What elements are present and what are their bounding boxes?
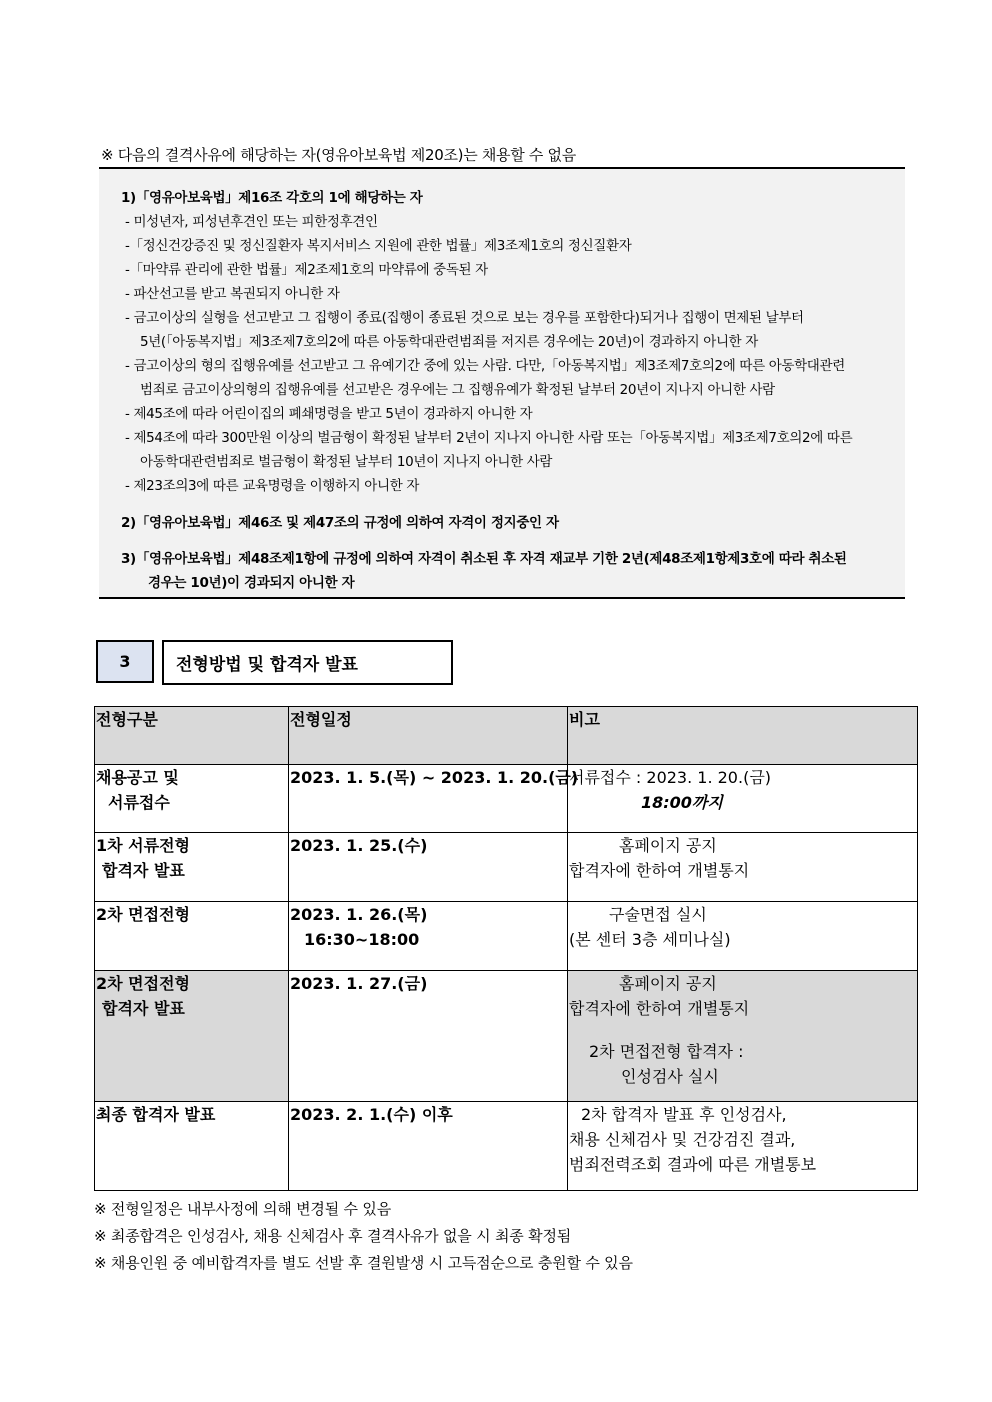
clause-1-heading: 1)「영유아보육법」제16조 각호의 1에 해당하는 자 [121,190,423,206]
table-header-row [95,707,918,765]
note-text: 범죄전력조회 결과에 따른 개별통보 [569,1155,817,1174]
note-text: 홈페이지 공지 [619,974,717,993]
clause-2-heading: 2)「영유아보육법」제46조 및 제47조의 규정에 의하여 자격이 정지중인 자 [121,515,559,531]
date-text: 16:30~18:00 [304,930,420,949]
note-text: 합격자에 한하여 개별통지 [569,861,750,880]
clause-item-continued: 범죄로 금고이상의형의 집행유예를 선고받은 경우에는 그 집행유예가 확정된 날부터 20년이 지나지 아니한 사람 [140,382,775,398]
date-cell [289,765,579,833]
note-cell [568,765,918,833]
stage-cell [95,971,289,1102]
stage-cell [95,902,289,971]
header-cell: 비고 [568,707,918,765]
clause-item-continued: 아동학대관련범죄로 벌금형이 확정된 날부터 10년이 지나지 아니한 사람 [140,454,553,470]
note-text: 합격자에 한하여 개별통지 [569,999,750,1018]
stage-text: 2차 면접전형 [96,905,190,924]
clause-item: -「정신건강증진 및 정신질환자 복지서비스 지원에 관한 법률」제3조제1호의 정신질환자 [125,238,632,254]
clause-item: - 제54조에 따라 300만원 이상의 벌금형이 확정된 날부터 2년이 지나지 아니한 사람 또는「아동복지법」제3조제7호의2에 따른 [125,430,853,446]
clause-3-heading: 3)「영유아보육법」제48조제1항에 규정에 의하여 자격이 취소된 후 자격 재교부 기한 2년(제48조제1항제3호에 따라 취소된 [121,551,847,567]
clause-item: - 미성년자, 피성년후견인 또는 피한정후견인 [125,214,378,230]
date-text: 2023. 1. 26.(목) [290,905,428,924]
footnote: ※ 전형일정은 내부사정에 의해 변경될 수 있음 [94,1200,391,1218]
stage-text: 합격자 발표 [102,999,185,1018]
stage-text: 서류접수 [108,793,170,812]
date-cell [289,1102,568,1191]
table-row [95,902,918,971]
note-text: 서류접수 : 2023. 1. 20.(금) [569,768,772,787]
section-title: 전형방법 및 합격자 발표 [162,640,453,685]
table-row [95,765,918,833]
clause-item: - 금고이상의 형의 집행유예를 선고받고 그 유예기간 중에 있는 사람. 다만,「아동복지법」제3조제7호의2에 따른 아동학대관련 [125,358,845,374]
note-text: 구술면접 실시 [609,905,707,924]
stage-text: 최종 합격자 발표 [96,1105,216,1124]
note-text: 2차 면접전형 합격자 : [589,1042,744,1061]
clause-item-continued: 5년(「아동복지법」제3조제7호의2에 따른 아동학대관련범죄를 저지른 경우에는 20년)이 경과하지 아니한 자 [140,334,758,350]
header-cell: 전형구분 [95,707,289,765]
note-text: 18:00까지 [641,793,723,812]
date-text: 2023. 1. 27.(금) [290,974,428,993]
table-row [95,971,918,1102]
clause-item: - 제45조에 따라 어린이집의 폐쇄명령을 받고 5년이 경과하지 아니한 자 [125,406,533,422]
footnote: ※ 채용인원 중 예비합격자를 별도 선발 후 결원발생 시 고득점순으로 충원할 수 있음 [94,1254,633,1272]
stage-text: 1차 서류전형 [96,836,190,855]
note-cell [568,1102,918,1191]
date-cell [289,971,568,1102]
table-row [95,833,918,902]
footnote: ※ 최종합격은 인성검사, 채용 신체검사 후 결격사유가 없을 시 최종 확정됨 [94,1227,572,1245]
schedule-table [94,706,918,1191]
clause-item: -「마약류 관리에 관한 법률」제2조제1호의 마약류에 중독된 자 [125,262,488,278]
note-cell [568,902,918,971]
header-cell: 전형일정 [289,707,568,765]
date-text: 2023. 1. 25.(수) [290,836,428,855]
note-text: 홈페이지 공지 [619,836,717,855]
note-text: 채용 신체검사 및 건강검진 결과, [569,1130,796,1149]
stage-cell [95,833,289,902]
clause-3-continued: 경우는 10년)이 경과되지 아니한 자 [148,575,355,591]
note-cell [568,971,918,1102]
note-text: 인성검사 실시 [621,1067,719,1086]
table-row [95,1102,918,1191]
date-cell [289,833,568,902]
stage-text: 채용공고 및 [96,768,179,787]
disqualification-notice-title: ※ 다음의 결격사유에 해당하는 자(영유아보육법 제20조)는 채용할 수 없음 [101,146,576,164]
section-number: 3 [96,640,154,683]
stage-text: 2차 면접전형 [96,974,190,993]
clause-item: - 파산선고를 받고 복권되지 아니한 자 [125,286,340,302]
date-cell [289,902,568,971]
stage-cell [95,1102,289,1191]
stage-cell [95,765,289,833]
disqualification-box [99,167,905,599]
date-text: 2023. 2. 1.(수) 이후 [290,1105,453,1124]
clause-item: - 제23조의3에 따른 교육명령을 이행하지 아니한 자 [125,478,420,494]
clause-item: - 금고이상의 실형을 선고받고 그 집행이 종료(집행이 종료된 것으로 보는 경우를 포함한다)되거나 집행이 면제된 날부터 [125,310,804,326]
stage-text: 합격자 발표 [102,861,185,880]
date-text: 2023. 1. 5.(목) ~ 2023. 1. 20.(금) [290,768,579,787]
note-cell [568,833,918,902]
note-text: 2차 합격자 발표 후 인성검사, [581,1105,787,1124]
note-text: (본 센터 3층 세미나실) [569,930,731,949]
